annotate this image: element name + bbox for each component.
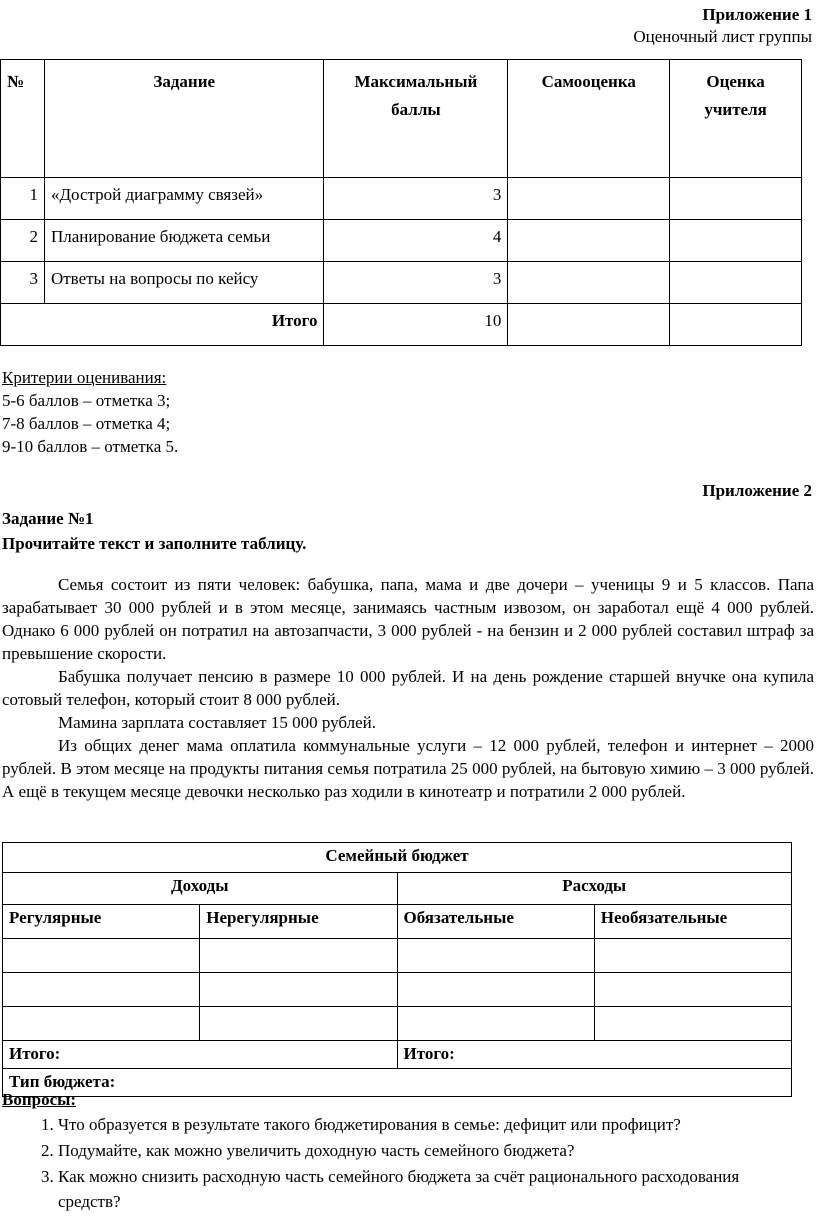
self-score-cell[interactable] [508,262,670,304]
budget-cell[interactable] [3,1007,200,1041]
row-task: Планирование бюджета семьи [44,220,324,262]
budget-cell[interactable] [3,939,200,973]
col-regular: Регулярные [3,905,200,939]
table-row [3,1007,792,1041]
question-item: 1. Что образуется в результате такого бюджетирования в семье: дефицит или профицит? [58,1112,802,1137]
budget-cell[interactable] [594,1007,791,1041]
teacher-score-cell[interactable] [670,178,802,220]
grade-table [0,59,802,346]
story-paragraph: Мамина зарплата составляет 15 000 рублей. [58,713,376,732]
budget-cell[interactable] [397,939,594,973]
row-task: Ответы на вопросы по кейсу [44,262,324,304]
row-max: 3 [324,178,508,220]
story-paragraph: Семья состоит из пяти человек: бабушка, папа, мама и две дочери – ученицы 9 и 5 классов. Папа зарабатывает 30 000 рублей и в этом месяце, занимаясь частным извозом, он заработал ещё 4 000 рублей. Однако 6 000 рублей он потратил на автозапчасти, 3 000 рублей - на бензин и 2 000 рублей составил штраф за превышение скорости. [2,575,814,663]
row-task: «Дострой диаграмму связей» [44,178,324,220]
budget-cell[interactable] [200,973,397,1007]
col-task: Задание [44,60,324,178]
teacher-score-total-cell[interactable] [670,304,802,346]
total-value: 10 [324,304,508,346]
table-row [1,262,802,304]
col-number: № [1,60,45,178]
budget-cell[interactable] [3,973,200,1007]
budget-cell[interactable] [594,973,791,1007]
story-paragraph: Бабушка получает пенсию в размере 10 000 рублей. И на день рождение старшей внучке она купила сотовый телефон, который стоит 8 000 рублей. [2,667,814,709]
income-header: Доходы [3,873,398,905]
col-max-points: Максимальный баллы [324,60,508,178]
budget-cell[interactable] [200,1007,397,1041]
criteria-item: 7-8 баллов – отметка 4; [2,414,171,433]
task-title [2,506,306,556]
questions-list [2,1112,802,1214]
expenses-header: Расходы [397,873,792,905]
table-row [3,973,792,1007]
table-row [1,220,802,262]
questions [2,1090,802,1215]
criteria [2,366,178,458]
self-score-cell[interactable] [508,178,670,220]
total-label: Итого [1,304,324,346]
income-total: Итого: [3,1041,398,1069]
col-optional: Необязательные [594,905,791,939]
budget-cell[interactable] [200,939,397,973]
task-instruction: Прочитайте текст и заполните таблицу. [2,534,307,553]
story-paragraph: Из общих денег мама оплатила коммунальные услуги – 12 000 рублей, телефон и интернет – 2000 рублей. В этом месяце на продукты питания семья потратила 25 000 рублей, на бытовую химию – 3 000 рублей. А ещё в текущем месяце девочки несколько раз ходили в кинотеатр и потратили 2 000 рублей. [2,736,814,801]
col-mandatory: Обязательные [397,905,594,939]
criteria-item: 9-10 баллов – отметка 5. [2,437,179,456]
row-number: 2 [1,220,45,262]
total-row [1,304,802,346]
teacher-score-cell[interactable] [670,220,802,262]
task-number: Задание №1 [2,509,94,528]
appendix1-label: Приложение 1 [702,5,812,24]
grade-table-header [1,60,802,178]
col-self-assessment: Самооценка [508,60,670,178]
question-item: 3. Как можно снизить расходную часть семейного бюджета за счёт рационального расходования средств? [58,1164,802,1214]
col-teacher-grade: Оценка учителя [670,60,802,178]
table-row [1,178,802,220]
appendix1-subtitle: Оценочный лист группы [633,27,812,46]
budget-title: Семейный бюджет [3,843,792,873]
col-irregular: Нерегулярные [200,905,397,939]
self-score-total-cell[interactable] [508,304,670,346]
questions-heading: Вопросы: [2,1090,77,1109]
criteria-heading: Критерии оценивания: [2,368,167,387]
row-max: 3 [324,262,508,304]
budget-cell[interactable] [594,939,791,973]
budget-cell[interactable] [397,1007,594,1041]
teacher-score-cell[interactable] [670,262,802,304]
appendix2-label: Приложение 2 [702,481,812,500]
table-row [3,939,792,973]
budget-table [2,842,792,1097]
budget-type: Тип бюджета: [3,1068,792,1096]
row-number: 1 [1,178,45,220]
question-item: 2. Подумайте, как можно увеличить доходную часть семейного бюджета? [58,1138,802,1163]
budget-cell[interactable] [397,973,594,1007]
expenses-total: Итого: [397,1041,792,1069]
criteria-item: 5-6 баллов – отметка 3; [2,391,171,410]
self-score-cell[interactable] [508,220,670,262]
story-text [2,573,814,803]
row-number: 3 [1,262,45,304]
appendix1-header [633,4,812,48]
row-max: 4 [324,220,508,262]
